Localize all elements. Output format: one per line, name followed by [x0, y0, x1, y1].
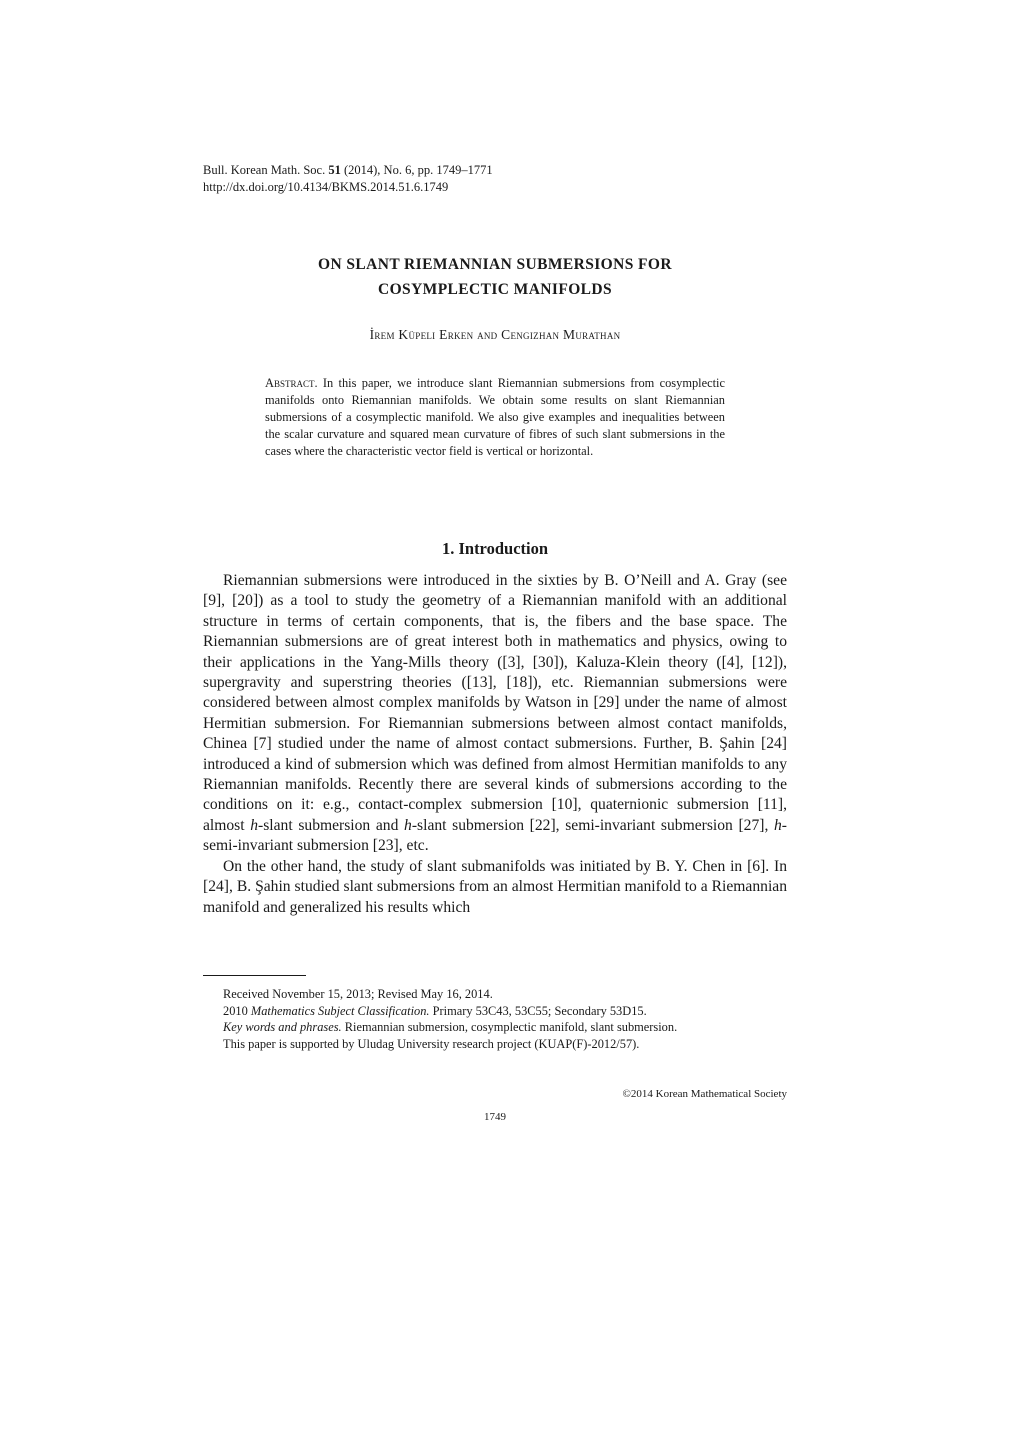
paragraph-1 — [203, 571, 787, 857]
journal-issue: (2014), No. 6, pp. 1749–1771 — [343, 163, 493, 177]
keywords-label: Key words and phrases. — [223, 1020, 342, 1035]
msc-codes: Primary 53C43, 53C55; Secondary 53D15. — [432, 1003, 647, 1018]
msc-label: Mathematics Subject Classification. — [250, 1003, 430, 1018]
paragraph-1-part-a: Riemannian submersions were introduced in the sixties by B. O’Neill and A. Gray (see [9], [20]) as a tool to study the geometry of a Riemannian manifold with an additional structure in terms of certain components, that is, the fibers and the base space. The Riemannian submersions are of great interest both in mathematics and physics, owing to their applications in the Yang-Mills theory ([3], [30]), Kaluza-Klein theory ([4], [12]), supergravity and superstring theories ([13], [18]), etc. Riemannian submersions were considered between almost complex manifolds by Watson in [29] under the name of almost Hermitian submersion. For Riemannian submersions between almost contact manifolds, Chinea [7] studied under the name of almost contact submersions. Further, B. Şahin [24] introduced a kind of submersion which was defined from almost Hermitian manifolds to any Riemannian manifolds. Recently there are several kinds of submersions according to the conditions on it: e.g., contact-complex submersion [10], quaternionic submersion [11], almost — [203, 572, 787, 834]
journal-header — [203, 162, 493, 196]
paragraph-1-part-b: -slant submersion and — [258, 816, 405, 834]
title-line-1: ON SLANT RIEMANNIAN SUBMERSIONS FOR — [318, 256, 672, 273]
paper-title — [203, 252, 787, 302]
paragraph-1-part-d: -semi-invariant submersion [23], etc. — [203, 816, 787, 855]
math-h: h — [404, 816, 412, 834]
footnote-rule — [203, 975, 306, 976]
footnote-msc — [203, 1003, 787, 1020]
abstract-label: Abstract. — [265, 376, 318, 390]
math-h: h — [774, 816, 782, 834]
journal-name: Bull. Korean Math. Soc. — [203, 163, 326, 177]
abstract — [265, 375, 725, 460]
journal-volume: 51 — [328, 163, 341, 177]
paragraph-2: On the other hand, the study of slant submanifolds was initiated by B. Y. Chen in [6]. In [24], B. Şahin studied slant submersions from an almost Hermitian manifold to a Riemannian manifold and generalized his results which — [203, 857, 787, 916]
math-h: h — [250, 816, 259, 834]
authors: İrem Küpeli Erken and Cengizhan Murathan — [369, 327, 621, 342]
footnotes — [203, 986, 787, 1052]
doi-link[interactable]: http://dx.doi.org/10.4134/BKMS.2014.51.6.1749 — [203, 180, 449, 194]
paragraph-1-part-c: -slant submersion [22], semi-invariant submersion [27], — [411, 816, 774, 834]
footnote-received: Received November 15, 2013; Revised May 16, 2014. — [223, 987, 493, 1001]
footnote-support: This paper is supported by Uludag University research project (KUAP(F)-2012/57). — [223, 1036, 640, 1051]
copyright: ©2014 Korean Mathematical Society — [622, 1088, 787, 1100]
abstract-text: In this paper, we introduce slant Riemannian submersions from cosymplectic manifolds onto Riemannian manifolds. We obtain some results on slant Riemannian submersions of a cosymplectic manifold. We also give examples and inequalities between the scalar curvature and squared mean curvature of fibres of such slant submersions in the cases where the characteristic vector field is vertical or horizontal. — [265, 376, 725, 459]
journal-citation — [203, 162, 493, 179]
section-body — [203, 571, 787, 918]
page-number: 1749 — [484, 1111, 506, 1123]
msc-year: 2010 — [223, 1003, 248, 1018]
footnote-keywords — [203, 1019, 787, 1036]
title-line-2: COSYMPLECTIC MANIFOLDS — [378, 281, 612, 298]
keywords-text: Riemannian submersion, cosymplectic manifold, slant submersion. — [344, 1020, 678, 1035]
section-heading: 1. Introduction — [441, 539, 549, 558]
